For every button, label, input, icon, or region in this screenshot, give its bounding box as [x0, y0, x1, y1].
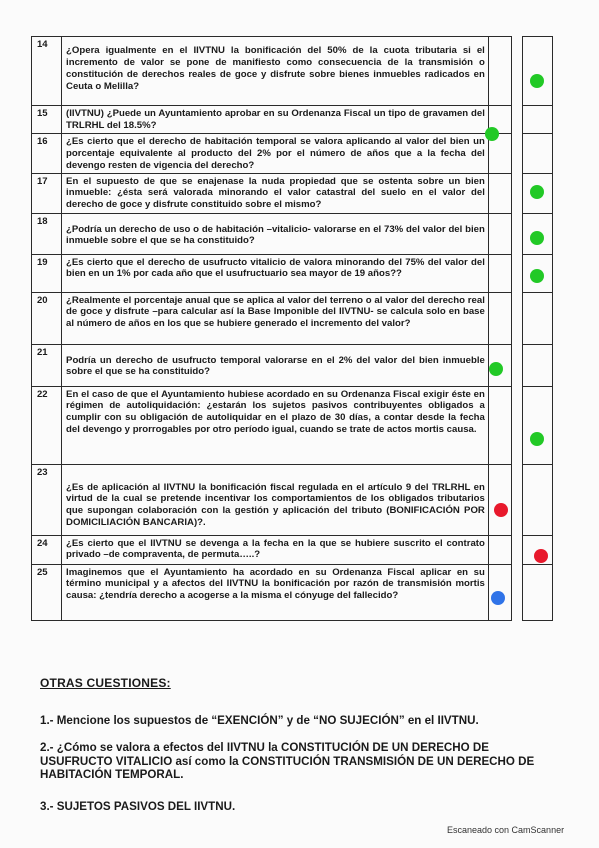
answer-cell-b[interactable]: [522, 535, 552, 564]
green-answer-mark: [489, 362, 503, 376]
answer-cell-a[interactable]: [488, 564, 511, 620]
question-number: 18: [32, 213, 62, 254]
question-number: 23: [32, 464, 62, 535]
green-answer-mark: [530, 432, 544, 446]
question-text: ¿Opera igualmente en el IIVTNU la bonificación del 50% de la cuota tributaria si el incremento de valor se pone de manifiesto como consecuencia de la transmisión o constitución de derechos reales de goce y disfrute sobre bienes inmuebles radicados en Ceuta o Melilla?: [66, 45, 485, 92]
green-answer-mark: [530, 74, 544, 88]
question-table: [31, 36, 553, 621]
answer-cell-a[interactable]: [488, 464, 511, 535]
question-number: 25: [32, 564, 62, 620]
question-number: 15: [32, 106, 62, 134]
question-number: 22: [32, 386, 62, 464]
question-number: 14: [32, 37, 62, 106]
answer-cell-b[interactable]: [522, 213, 552, 254]
answer-cell-a[interactable]: [488, 386, 511, 464]
question-text: ¿Es cierto que el derecho de habitación temporal se valora aplicando al valor del bien un porcentaje equivalente al producto del 2% por el número de años que a la fecha del devengo resten de vigencia del derecho?: [66, 135, 485, 171]
question-text: ¿Es de aplicación al IIVTNU la bonificación fiscal regulada en el artículo 9 del TRLRHL en virtud de la cual se pretende incentivar los comportamientos de los obligados tributarios que supongan colaboración con la gestión y aplicación del tributo (BONIFICACIÓN POR DOMICILIACIÓN BANCARIA)?.: [66, 481, 485, 529]
answer-cell-b[interactable]: [522, 37, 552, 106]
answer-cell-b[interactable]: [522, 344, 552, 386]
answer-cell-a[interactable]: [488, 254, 511, 292]
scanner-watermark: Escaneado con CamScanner: [447, 825, 565, 835]
question-text: En el supuesto de que se enajenase la nuda propiedad que se ostenta sobre un bien inmueble: ¿ésta será valorada minorando el valor catastral del suelo en el valor del derecho de goce y disfrute constituido sobre el mismo?: [66, 175, 485, 211]
answer-cell-a[interactable]: [488, 292, 511, 344]
answer-cell-b[interactable]: [522, 292, 552, 344]
answer-cell-b[interactable]: [522, 464, 552, 535]
question-row-16: [32, 133, 553, 173]
question-row-15: [32, 106, 553, 134]
answer-cell-b[interactable]: [522, 173, 552, 213]
answer-cell-a[interactable]: [488, 213, 511, 254]
question-number: 21: [32, 344, 62, 386]
other-question-3: 3.- SUJETOS PASIVOS DEL IIVTNU.: [40, 800, 236, 813]
question-number: 17: [32, 173, 62, 213]
red-answer-mark: [534, 549, 548, 563]
question-text: ¿Podría un derecho de uso o de habitación –vitalicio- valorarse en el 73% del valor del bien inmueble sobre el que se ha constituido?: [66, 223, 485, 247]
question-number: 16: [32, 133, 62, 173]
question-number: 24: [32, 535, 62, 564]
question-row-21: [32, 344, 553, 386]
question-text: ¿Realmente el porcentaje anual que se aplica al valor del terreno o al valor del derecho real de goce y disfrute –para calcular así la Base Imponible del IIVTNU- se calcula solo en base al número de años en los que se hubiere generado el incremento del valor?: [66, 294, 485, 330]
question-text: (IIVTNU) ¿Puede un Ayuntamiento aprobar en su Ordenanza Fiscal un tipo de gravamen del TRLRHL del 18.5%?: [66, 108, 485, 131]
answer-cell-a[interactable]: [488, 173, 511, 213]
green-answer-mark: [485, 127, 499, 141]
question-row-23: [32, 464, 553, 535]
question-row-24: [32, 535, 553, 564]
answer-cell-a[interactable]: [488, 37, 511, 106]
question-number: 20: [32, 292, 62, 344]
green-answer-mark: [530, 231, 544, 245]
answer-cell-a[interactable]: [488, 344, 511, 386]
green-answer-mark: [530, 185, 544, 199]
green-answer-mark: [530, 269, 544, 283]
question-text: Imaginemos que el Ayuntamiento ha acordado en su Ordenanza Fiscal aplicar en su término municipal y a afectos del IIVTNU la bonificación por razón de transmisión mortis causa: ¿tendría derecho a acogerse a la misma el cónyuge del fallecido?: [66, 566, 485, 602]
question-row-18: [32, 213, 553, 254]
question-text: ¿Es cierto que el derecho de usufructo vitalicio de valora minorando del 75% del valor del bien en un 1% por cada año que el usufructuario sea mayor de 19 años??: [66, 256, 485, 280]
question-row-17: [32, 173, 553, 213]
other-question-1: 1.- Mencione los supuestos de “EXENCIÓN” y de “NO SUJECIÓN” en el IIVTNU.: [40, 714, 479, 727]
answer-cell-b[interactable]: [522, 106, 552, 134]
question-number: 19: [32, 254, 62, 292]
blue-answer-mark: [491, 591, 505, 605]
question-row-19: [32, 254, 553, 292]
answer-cell-b[interactable]: [522, 133, 552, 173]
question-row-20: [32, 292, 553, 344]
answer-cell-a[interactable]: [488, 133, 511, 173]
question-text: Podría un derecho de usufructo temporal valorarse en el 2% del valor del bien inmueble sobre el que se ha constituido?: [66, 354, 485, 378]
answer-cell-b[interactable]: [522, 254, 552, 292]
red-answer-mark: [494, 503, 508, 517]
other-questions-title: OTRAS CUESTIONES:: [40, 676, 171, 690]
other-question-2: 2.- ¿Cómo se valora a efectos del IIVTNU la CONSTITUCIÓN DE UN DERECHO DE USUFRUCTO VITALICIO así como la CONSTITUCIÓN TRANSMISIÓN DE UN DERECHO DE HABITACIÓN TEMPORAL.: [40, 741, 535, 781]
answer-cell-a[interactable]: [488, 535, 511, 564]
question-row-22: [32, 386, 553, 464]
answer-cell-b[interactable]: [522, 564, 552, 620]
question-text: En el caso de que el Ayuntamiento hubiese acordado en su Ordenanza Fiscal exigir éste en régimen de autoliquidación: ¿estarán los sujetos pasivos contribuyentes obligados a cumplir con su obligación de autoliquidar en el plazo de 30 días, a contar desde la fecha del devengo y prorrogables por otro período igual, cuando se trate de actos mortis causa.: [66, 388, 485, 436]
answer-cell-b[interactable]: [522, 386, 552, 464]
question-row-25: [32, 564, 553, 620]
question-text: ¿Es cierto que el IIVTNU se devenga a la fecha en la que se hubiere suscrito el contrato privado –de compraventa, de permuta…..?: [66, 537, 485, 561]
question-row-14: [32, 37, 553, 106]
